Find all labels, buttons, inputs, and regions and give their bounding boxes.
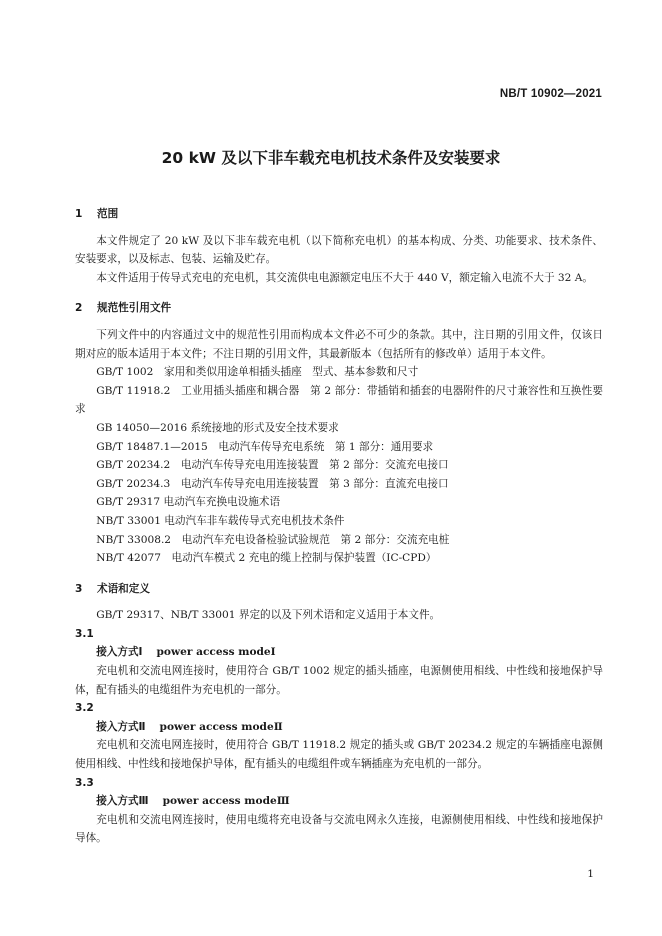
reference-item: NB/T 33008.2 电动汽车充电设备检验试验规范 第 2 部分：交流充电桩 [96, 533, 450, 546]
term-definition: 充电机和交流电网连接时，使用符合 GB/T 11918.2 规定的插头或 GB/T 20234.2 规定的车辆插座电源侧使用相线、中性线和接地保护导体，配有插头的电缆组件或车辆插座为充电机的一部分。 [75, 739, 603, 771]
term-zh: 接入方式Ⅰ [96, 646, 143, 659]
section-number: 2 [75, 302, 83, 315]
section-3-heading [75, 580, 603, 599]
term-number: 3.1 [75, 627, 94, 640]
reference-item: GB/T 1002 家用和类似用途单相插头插座 型式、基本参数和尺寸 [96, 366, 419, 379]
document-body [75, 205, 603, 848]
reference-item: GB/T 20234.2 电动汽车传导充电用连接装置 第 2 部分：交流充电接口 [96, 459, 449, 472]
term-zh: 接入方式Ⅱ [96, 720, 146, 733]
paragraph: 下列文件中的内容通过文中的规范性引用而构成本文件必不可少的条款。其中，注日期的引用文件，仅该日期对应的版本适用于本文件；不注日期的引用文件，其最新版本（包括所有的修改单）适用于本文件。 [75, 328, 603, 360]
page-number: 1 [587, 868, 594, 880]
term-en: power access modeⅡ [159, 720, 283, 733]
section-number: 3 [75, 582, 83, 595]
paragraph: 本文件适用于传导式充电的充电机，其交流供电电源额定电压不大于 440 V，额定输入电流不大于 32 A。 [96, 271, 593, 284]
section-1-heading [75, 205, 603, 224]
term-number: 3.2 [75, 702, 94, 715]
term-heading [75, 792, 603, 811]
reference-item: GB/T 20234.3 电动汽车传导充电用连接装置 第 3 部分：直流充电接口 [96, 477, 449, 490]
reference-item: NB/T 33001 电动汽车非车载传导式充电机技术条件 [96, 514, 345, 527]
reference-item: GB/T 18487.1—2015 电动汽车传导充电系统 第 1 部分：通用要求 [96, 440, 434, 453]
section-2-heading [75, 299, 603, 318]
section-number: 1 [75, 208, 83, 220]
term-zh: 接入方式Ⅲ [96, 795, 149, 808]
paragraph: 本文件规定了 20 kW 及以下非车载充电机（以下简称充电机）的基本构成、分类、功能要求、技术条件、安装要求，以及标志、包装、运输及贮存。 [75, 234, 603, 266]
paragraph: GB/T 29317、NB/T 33001 界定的以及下列术语和定义适用于本文件。 [96, 609, 441, 622]
standard-code: NB/T 10902—2021 [499, 88, 602, 100]
term-heading [75, 718, 603, 737]
reference-item: GB 14050—2016 系统接地的形式及安全技术要求 [96, 421, 339, 434]
term-heading [75, 643, 603, 662]
reference-item: GB/T 11918.2 工业用插头插座和耦合器 第 2 部分：带插销和插套的电器附件的尺寸兼容性和互换性要求 [75, 384, 603, 416]
reference-item: NB/T 42077 电动汽车模式 2 充电的缆上控制与保护装置（IC-CPD） [96, 552, 437, 565]
document-title: 20 kW 及以下非车载充电机技术条件及安装要求 [161, 149, 501, 167]
term-en: power access modeⅠ [156, 646, 276, 659]
section-title: 规范性引用文件 [97, 302, 172, 315]
term-en: power access modeⅢ [162, 795, 290, 808]
term-definition: 充电机和交流电网连接时，使用电缆将充电设备与交流电网永久连接，电源侧使用相线、中性线和接地保护导体。 [75, 813, 603, 845]
reference-item: GB/T 29317 电动汽车充换电设施术语 [96, 496, 281, 509]
term-definition: 充电机和交流电网连接时，使用符合 GB/T 1002 规定的插头插座，电源侧使用相线、中性线和接地保护导体，配有插头的电缆组件为充电机的一部分。 [75, 665, 603, 696]
term-number: 3.3 [75, 776, 94, 789]
section-title: 术语和定义 [97, 582, 150, 595]
section-title: 范围 [97, 208, 119, 220]
